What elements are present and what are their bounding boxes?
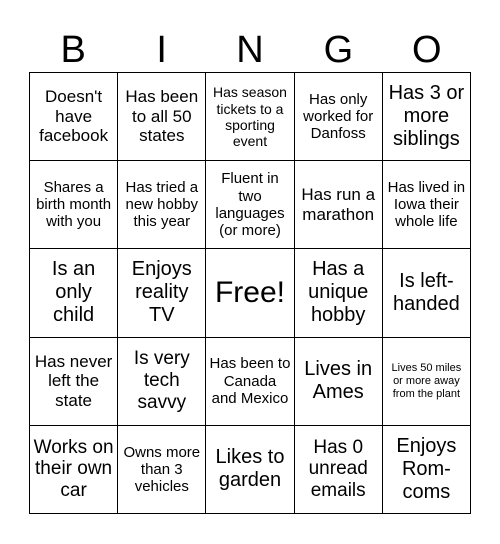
free-space-cell[interactable]: Free! <box>206 249 294 337</box>
header-letter-b: B <box>60 29 86 71</box>
bingo-cell[interactable]: Lives in Ames <box>295 338 383 426</box>
bingo-cell[interactable]: Has never left the state <box>30 338 118 426</box>
header-letter-n: N <box>236 29 264 71</box>
bingo-cell[interactable]: Shares a birth month with you <box>30 161 118 249</box>
header-letter-i: I <box>156 29 167 71</box>
bingo-cell[interactable]: Is left-handed <box>383 249 471 337</box>
bingo-cell[interactable]: Has run a marathon <box>295 161 383 249</box>
bingo-cell[interactable]: Has 0 unread emails <box>295 426 383 514</box>
bingo-cell[interactable]: Has only worked for Danfoss <box>295 73 383 161</box>
bingo-cell[interactable]: Is very tech savvy <box>118 338 206 426</box>
bingo-cell[interactable]: Works on their own car <box>30 426 118 514</box>
bingo-cell[interactable]: Has lived in Iowa their whole life <box>383 161 471 249</box>
bingo-card-grid <box>29 72 471 514</box>
header-letter-o: O <box>412 29 442 71</box>
bingo-cell[interactable]: Likes to garden <box>206 426 294 514</box>
header-letter-g: G <box>323 29 354 71</box>
bingo-cell[interactable]: Enjoys reality TV <box>118 249 206 337</box>
bingo-cell[interactable]: Has been to all 50 states <box>118 73 206 161</box>
bingo-cell[interactable]: Is an only child <box>30 249 118 337</box>
bingo-cell[interactable]: Fluent in two languages (or more) <box>206 161 294 249</box>
bingo-cell[interactable]: Has tried a new hobby this year <box>118 161 206 249</box>
bingo-cell[interactable]: Lives 50 miles or more away from the plant <box>383 338 471 426</box>
bingo-cell[interactable]: Has a unique hobby <box>295 249 383 337</box>
bingo-cell[interactable]: Owns more than 3 vehicles <box>118 426 206 514</box>
bingo-cell[interactable]: Has season tickets to a sporting event <box>206 73 294 161</box>
bingo-cell[interactable]: Doesn't have facebook <box>30 73 118 161</box>
bingo-header <box>29 28 471 72</box>
bingo-cell[interactable]: Has 3 or more siblings <box>383 73 471 161</box>
bingo-cell[interactable]: Enjoys Rom-coms <box>383 426 471 514</box>
bingo-cell[interactable]: Has been to Canada and Mexico <box>206 338 294 426</box>
